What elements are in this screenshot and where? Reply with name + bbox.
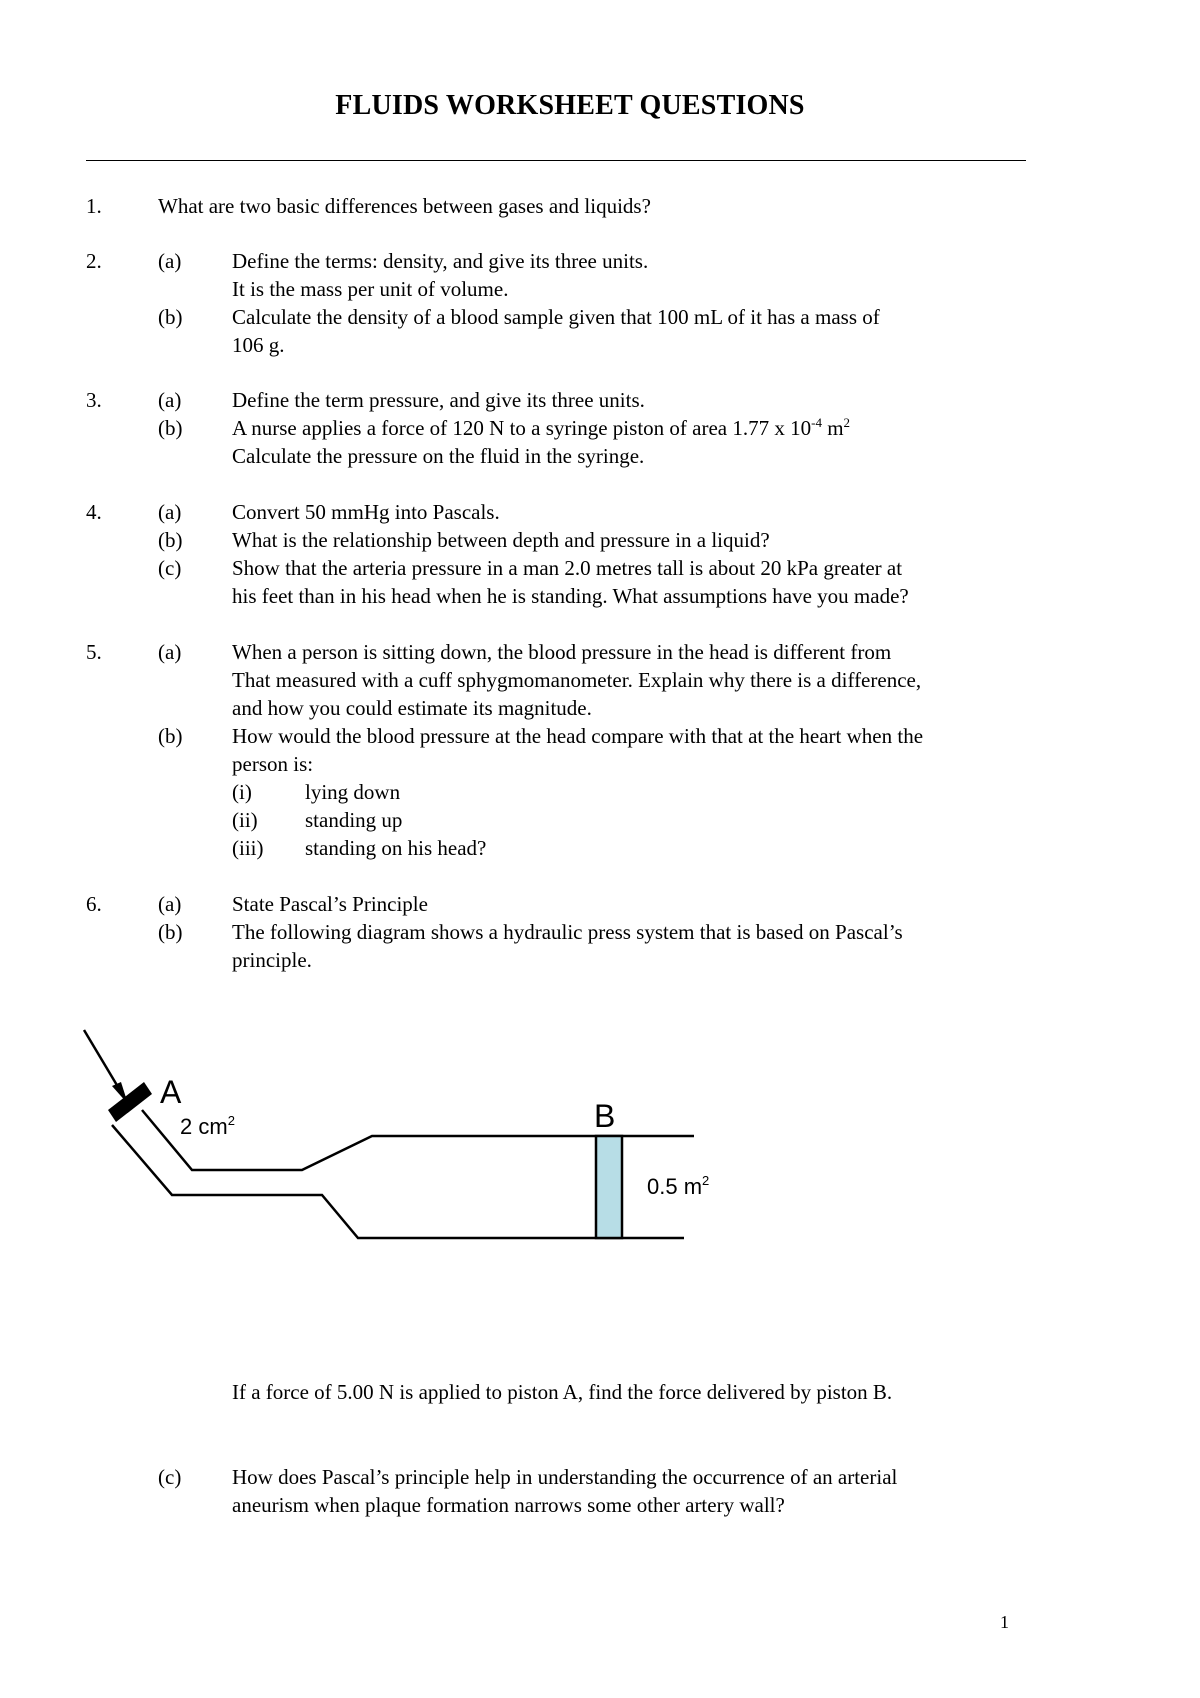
sub-label: (i) (232, 780, 252, 804)
part-text: Define the term pressure, and give its three units. (232, 388, 645, 412)
part-text: It is the mass per unit of volume. (232, 277, 509, 301)
hydraulic-press-diagram (0, 990, 760, 1260)
part-label: (b) (158, 305, 183, 329)
part-text: Convert 50 mmHg into Pascals. (232, 500, 500, 524)
part-text: his feet than in his head when he is standing. What assumptions have you made? (232, 584, 909, 608)
part-label: (c) (158, 556, 182, 580)
page-number: 1 (1000, 1612, 1009, 1632)
part-label: (b) (158, 528, 183, 552)
title-rule (86, 160, 1026, 161)
part-text: State Pascal’s Principle (232, 892, 428, 916)
piston-a-label: A (160, 1074, 182, 1110)
sub-label: (ii) (232, 808, 258, 832)
question-number: 1. (86, 194, 102, 218)
part-text: Calculate the pressure on the fluid in the syringe. (232, 444, 645, 468)
part-label: (b) (158, 920, 183, 944)
part-label: (a) (158, 388, 182, 412)
piston-b-area: 0.5 $m^2$ (647, 1173, 710, 1199)
part-text: A nurse applies a force of 120 N to a syringe piston of area 1.77 x $10^{-4}$ $m^2$ (232, 415, 851, 440)
part-text: Calculate the density of a blood sample given that 100 mL of it has a mass of (232, 305, 880, 329)
part-text: That measured with a cuff sphygmomanometer. Explain why there is a difference, (232, 668, 922, 692)
piston-a-area: 2 $cm^2$ (180, 1113, 235, 1139)
part-text: Define the terms: density, and give its three units. (232, 249, 649, 273)
part-text: If a force of 5.00 N is applied to piston A, find the force delivered by piston B. (232, 1380, 893, 1404)
part-text: Show that the arteria pressure in a man 2.0 metres tall is about 20 kPa greater at (232, 556, 903, 580)
page-title: FLUIDS WORKSHEET QUESTIONS (335, 90, 805, 121)
part-label: (a) (158, 500, 182, 524)
question-number: 6. (86, 892, 102, 916)
part-label: (b) (158, 416, 183, 440)
part-text: What is the relationship between depth and pressure in a liquid? (232, 528, 770, 552)
part-label: (c) (158, 1465, 182, 1489)
part-text: The following diagram shows a hydraulic press system that is based on Pascal’s (232, 920, 903, 944)
piston-b-label: B (594, 1098, 616, 1134)
question-number: 2. (86, 249, 102, 273)
question-number: 4. (86, 500, 102, 524)
question-number: 3. (86, 388, 102, 412)
part-text: How does Pascal’s principle help in understanding the occurrence of an arterial (232, 1465, 898, 1489)
piston-b (596, 1136, 622, 1238)
question-text: What are two basic differences between gases and liquids? (158, 194, 651, 218)
sub-text: standing up (305, 808, 403, 832)
sub-text: standing on his head? (305, 836, 487, 860)
part-label: (a) (158, 640, 182, 664)
part-text: When a person is sitting down, the blood pressure in the head is different from (232, 640, 892, 664)
part-text: 106 g. (232, 333, 285, 357)
part-text: and how you could estimate its magnitude. (232, 696, 592, 720)
part-label: (a) (158, 892, 182, 916)
part-label: (a) (158, 249, 182, 273)
part-text: How would the blood pressure at the head compare with that at the heart when the (232, 724, 924, 748)
question-number: 5. (86, 640, 102, 664)
sub-text: lying down (305, 780, 401, 804)
part-text: person is: (232, 752, 314, 776)
part-text: aneurism when plaque formation narrows some other artery wall? (232, 1493, 785, 1517)
part-label: (b) (158, 724, 183, 748)
sub-label: (iii) (232, 836, 264, 860)
part-text: principle. (232, 948, 312, 972)
